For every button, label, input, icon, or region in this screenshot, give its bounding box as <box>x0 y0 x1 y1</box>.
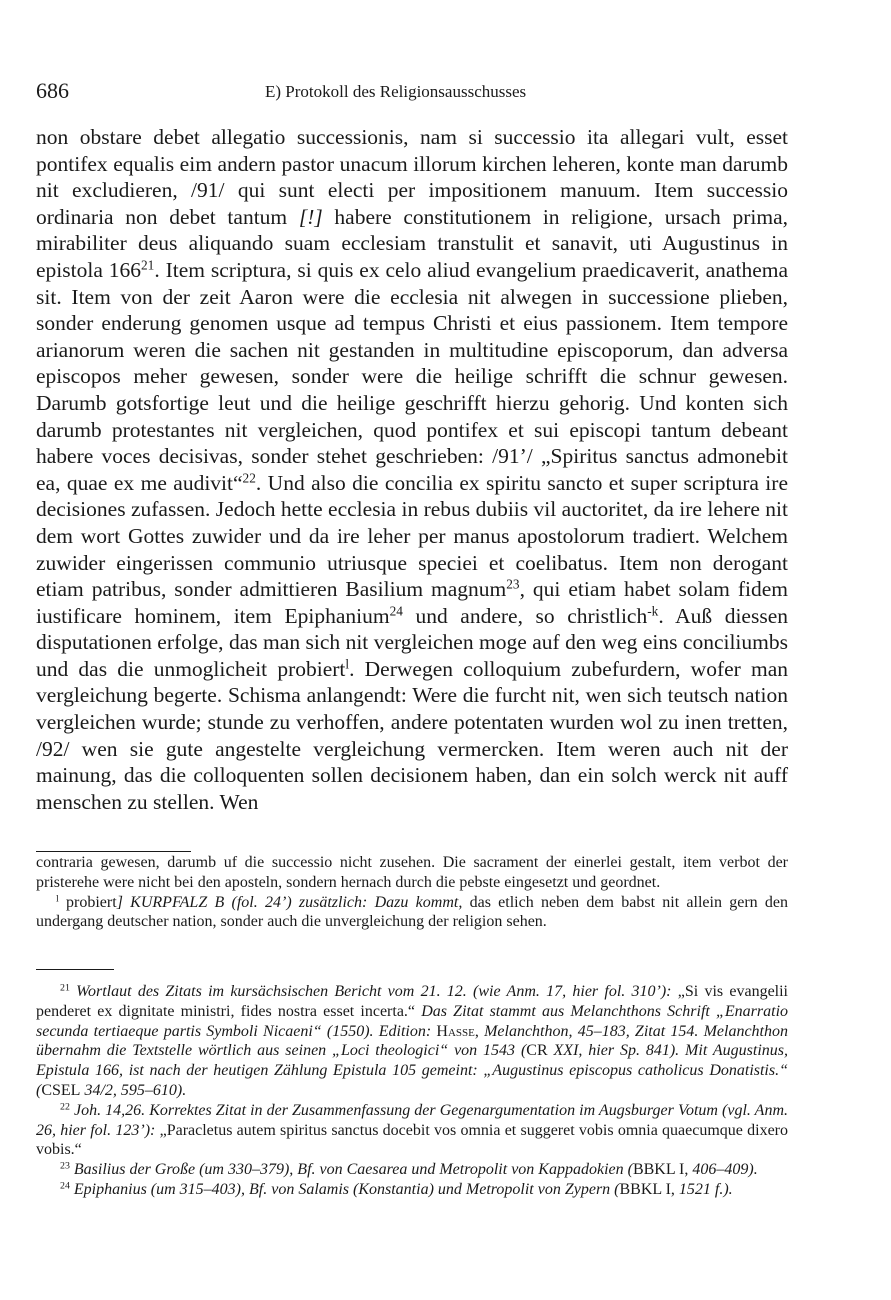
apparatus-lemma: probiert <box>58 893 117 911</box>
apparatus-ref-l: l <box>345 656 350 672</box>
main-text-segment: . Derwegen colloquium zubefurdern, wofer man vergleichung begerte. Schisma anlangendt: Were die furcht nit, wen sich teutsch nation vergleichen wurde; stunde zu verhoffen, andere potentaten wurden wol zu inen tretten, /92/ wen sie gute angestelte vergleichung vermercken. Item weren auch nit der mainung, das die colloquenten sollen decisionem haben, dan ein solch werck nit auff menschen zu stellen. Wen <box>36 656 789 814</box>
footnote-divider <box>36 969 114 970</box>
apparatus-ref-k: -k <box>647 603 659 619</box>
footnote-ref-23[interactable]: 23 <box>506 576 520 592</box>
apparatus-continuation: contraria gewesen, darumb uf die successio nicht zusehen. Die sacrament der einerlei gestalt, item verbot der pristerehe were nicht bei den aposteln, sondern hernach durch die pebste eingesetzt und geordnet. <box>36 854 788 891</box>
footnote-text: Basilius der Große (um 330–379), Bf. von Caesarea und Metropolit von Kappadokien ( <box>69 1161 633 1179</box>
main-text-segment: non obstare debet allegatio successionis, nam si successio ita allegari vult, esset pontifex equalis eim andern pastor unacum illorum kirchen leheren, konte man darumb nit excludieren, /91/ qui sunt electi per impositionem manuum. Item successio ordinaria non debet tantum <box>36 125 788 229</box>
footnote-24 <box>36 1180 788 1200</box>
footnote-21 <box>36 982 788 1101</box>
footnote-22 <box>36 1101 788 1160</box>
footnote-number: 23 <box>60 1160 70 1172</box>
footnote-text: 1521 f.). <box>674 1180 733 1198</box>
footnote-text: Hasse, <box>431 1022 479 1040</box>
footnote-text: XXI, hier Sp. 841). Mit Augustinus, Epistula 166, ist nach der heutigen Zählung Epistula 105 gemeint: „Augustinus episcopus catholicus Donatistis.“ ( <box>36 1042 788 1099</box>
main-text <box>36 124 788 815</box>
footnote-number: 22 <box>60 1101 70 1113</box>
editorial-mark: [!] <box>298 204 323 229</box>
footnote-text: BBKL I, <box>632 1161 689 1179</box>
footnote-ref-21[interactable]: 21 <box>141 257 155 273</box>
main-text-segment: habere constitutionem in religione, ursach prima, mirabiliter deus aliquando suam ecclesiam transtulit et sanavit, uti Augustinus in epistola 166 <box>36 204 789 282</box>
main-text-segment: . Auß diessen disputationen erfolge, das man sich nit vergleichen moge auf den weg eins conciliumbs und das die unmoglicheit probiert <box>36 603 788 681</box>
footnote-text: Das Zitat stammt aus Melanchthons Schrift „Enarratio secunda tertiaeque partis Symboli Nicaeni“ (1550). Edition: <box>36 1002 789 1040</box>
main-text-segment: und andere, so christlich <box>402 603 648 628</box>
apparatus-text: das etlich neben dem babst nit allein gern den undergang deutscher nation, sonder auch die unvergleichung der religion sehen. <box>36 893 789 931</box>
footnote-text: „Paracletus autem spiritus sanctus docebit vos omnia et suggeret vobis omnia quaecumque dixero vobis.“ <box>36 1121 788 1159</box>
apparatus-source: ] KURPFALZ B (fol. 24’) zusätzlich: Dazu kommt, <box>116 893 463 911</box>
footnote-text: „Si vis evangelii penderet ex dignitate ministri, fides nostra esset incerta.“ <box>36 983 789 1020</box>
running-head: E) Protokoll des Religionsausschusses <box>265 82 527 101</box>
footnote-text: Melanchthon, 45–183, Zitat 154. Melanchthon übernahm die Textstelle wörtlich aus seinen „Loci theologici“ von 1543 ( <box>36 1022 789 1060</box>
footnote-23 <box>36 1160 788 1180</box>
footnote-text: CR <box>526 1042 548 1060</box>
footnotes <box>36 982 788 1200</box>
footnote-text: CSEL <box>41 1081 81 1099</box>
footnote-ref-24[interactable]: 24 <box>389 603 403 619</box>
footnote-ref-22[interactable]: 22 <box>242 470 256 486</box>
main-text-segment: , qui etiam habet solam fidem iustificare hominem, item Epiphanium <box>36 577 788 628</box>
apparatus-mark: l <box>56 893 59 905</box>
footnote-text: Epiphanius (um 315–403), Bf. von Salamis (Konstantia) und Metropolit von Zypern ( <box>69 1180 620 1198</box>
critical-apparatus <box>36 853 788 932</box>
footnote-text: 406–409). <box>688 1161 758 1179</box>
page-number: 686 <box>36 78 69 103</box>
footnote-number: 24 <box>60 1180 70 1192</box>
footnote-text: Wortlaut des Zitats im kursächsischen Bericht vom 21. 12. (wie Anm. 17, hier fol. 310’): <box>69 983 672 1000</box>
footnote-text: 34/2, 595–610). <box>80 1081 187 1099</box>
main-text-segment: . Und also die concilia ex spiritu sancto et super scriptura ire decisiones zufassen. Jedoch hette ecclesia in rebus dubiis vil auctoritet, da ire lehere nit dem wort Gottes zuwider und da ire leher per manus apostolorum tradiert. Welchem zuwider eingerissen communio utriusque speciei et coelibatus. Item non derogant etiam patribus, sonder admittieren Basilium magnum <box>36 470 788 602</box>
footnote-text: Joh. 14,26. Korrektes Zitat in der Zusammenfassung der Gegenargumentation im Augsburger Votum (vgl. Anm. 26, hier fol. 123’): <box>36 1101 788 1139</box>
main-text-segment: . Item scriptura, si quis ex celo aliud evangelium praedicaverit, anathema sit. Item von der zeit Aaron were die ecclesia nit alwegen in successione plieben, sonder enderung genomen usque ad tempus Christi et eius passionem. Item tempore arianorum weren die sachen nit gestanden in multitudine episcoporum, dan adversa episcopos meher gewesen, sonder were die heilige schrifft die schnur gewesen. Darumb gotsfortige leut und die heilige geschrifft hierzu gehorig. Und konten sich darumb protestantes nit vergleichen, quod pontifex et sui episcopi tantum debeant habere voces decisivas, sonder stehet geschrieben: /91’/ „Spiritus sanctus admonebit ea, quae ex me audivit“ <box>36 257 789 495</box>
footnote-number: 21 <box>60 982 70 994</box>
footnote-text: BBKL I, <box>619 1180 675 1198</box>
apparatus-note-l <box>36 893 788 933</box>
apparatus-divider <box>36 851 191 852</box>
